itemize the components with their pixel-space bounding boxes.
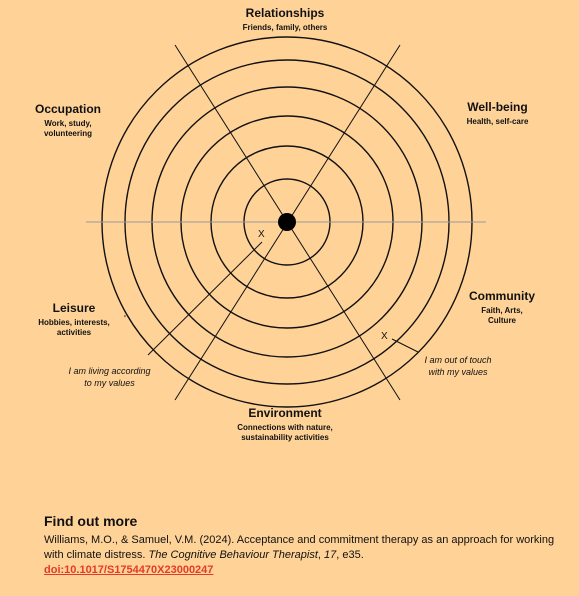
annotation-living-values	[52, 366, 167, 389]
reference-authors: Williams, M.O., & Samuel, V.M. (2024). Acceptance and commitment therapy as an approach for working with climate distress.	[44, 534, 555, 561]
segment-subtitle-line: Connections with nature,	[237, 422, 333, 432]
annotation-line: I am out of touch	[424, 355, 492, 365]
segment-subtitle: Friends, family, others	[242, 22, 328, 32]
find-out-more-heading: Find out more	[44, 513, 138, 529]
annotation-line: I am living according	[68, 366, 151, 376]
segment-label-relationships	[220, 7, 350, 32]
reference-journal: The Cognitive Behaviour Therapist	[148, 548, 318, 561]
segment-title: Occupation	[34, 102, 101, 116]
stray-mark: '	[124, 314, 126, 325]
segment-label-wellbeing	[450, 101, 545, 126]
reference-pages: , e35.	[336, 548, 364, 561]
bullseye-center-dot	[278, 213, 296, 231]
segment-label-environment	[220, 407, 350, 442]
annotation-out-of-touch	[408, 355, 508, 378]
segment-label-occupation	[26, 103, 110, 138]
pointer-line-out-of-touch	[392, 339, 418, 352]
pointer-line-living	[148, 242, 262, 355]
segment-title: Relationships	[245, 6, 325, 20]
marker-outer-x: X	[381, 331, 388, 342]
segment-subtitle: Health, self-care	[466, 116, 529, 126]
reference-citation: Williams, M.O., & Samuel, V.M. (2024). Acceptance and commitment therapy as an approach for working with climate distress. The Cognitive Behaviour Therapist, 17, e35. doi:10.1017/S1754470X23000247	[44, 534, 555, 576]
marker-inner-x: X	[258, 229, 265, 240]
segment-title: Community	[469, 289, 535, 303]
segment-subtitle-line: activities	[56, 327, 92, 337]
annotation-line: to my values	[84, 377, 135, 388]
segment-title: Well-being	[467, 100, 528, 114]
segment-subtitle-line: Hobbies, interests,	[38, 317, 110, 327]
segment-subtitle-line: Work, study,	[44, 118, 92, 128]
segment-label-leisure	[28, 302, 120, 337]
annotation-line: with my values	[428, 366, 488, 377]
segment-subtitle-line: Culture	[488, 315, 516, 325]
segment-subtitle-line: volunteering	[43, 128, 92, 138]
segment-label-community	[462, 290, 542, 325]
segment-title: Leisure	[52, 301, 96, 315]
segment-subtitle-line: Faith, Arts,	[481, 305, 523, 315]
segment-subtitle-line: sustainability activities	[241, 432, 329, 442]
segment-title: Environment	[248, 406, 322, 420]
reference-volume: 17	[324, 548, 337, 561]
doi-link[interactable]: doi:10.1017/S1754470X23000247	[44, 563, 214, 576]
